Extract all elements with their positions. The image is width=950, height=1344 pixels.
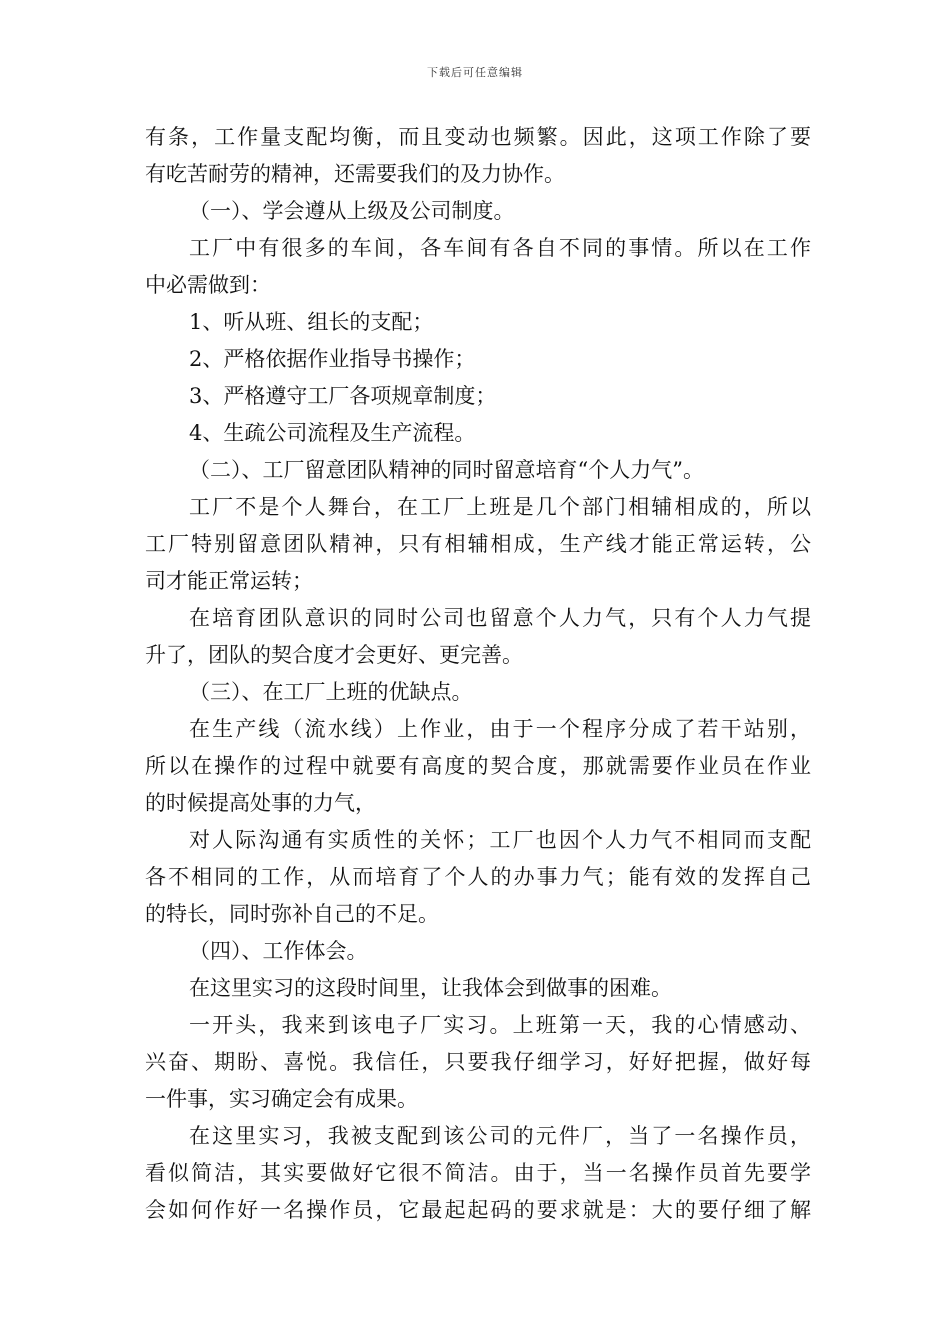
list-item: 2、严格依据作业指导书操作； [189, 347, 476, 371]
section-heading: （四）、工作体会。 [189, 939, 368, 963]
paragraph-line: 一开头，我来到该电子厂实习。上班第一天，我的心情感动、 [189, 1013, 811, 1037]
paragraph-line: 工厂不是个人舞台，在工厂上班是几个部门相辅相成的，所以 [189, 495, 811, 519]
paragraph-line: 的时候提高处事的力气， [145, 791, 376, 815]
section-heading: （一）、学会遵从上级及公司制度。 [189, 199, 515, 223]
section-heading: （二）、工厂留意团队精神的同时留意培育“个人力气”。 [189, 458, 704, 482]
paragraph-line: 有吃苦耐劳的精神，还需要我们的及力协作。 [145, 162, 565, 186]
section-heading: （三）、在工厂上班的优缺点。 [189, 680, 473, 704]
paragraph-line: 兴奋、期盼、喜悦。我信任，只要我仔细学习，好好把握，做好每 [145, 1050, 811, 1074]
paragraph-line: 的特长，同时弥补自己的不足。 [145, 902, 439, 926]
paragraph-line: 所以在操作的过程中就要有高度的契合度，那就需要作业员在作业 [145, 754, 811, 778]
paragraph-line: 工厂特别留意团队精神，只有相辅相成，生产线才能正常运转，公 [145, 532, 811, 556]
page-header: 下载后可任意编辑 [427, 66, 523, 79]
paragraph-line: 会如何作好一名操作员，它最起起码的要求就是：大的要仔细了解 [145, 1198, 811, 1222]
list-item: 4、生疏公司流程及生产流程。 [189, 421, 476, 445]
paragraph-line: 一件事，实习确定会有成果。 [145, 1087, 418, 1111]
paragraph-line: 升了，团队的契合度才会更好、更完善。 [145, 643, 523, 667]
list-item: 1、听从班、组长的支配； [189, 310, 434, 334]
paragraph-line: 在这里实习，我被支配到该公司的元件厂，当了一名操作员， [189, 1124, 811, 1148]
paragraph-line: 各不相同的工作，从而培育了个人的办事力气；能有效的发挥自己 [145, 865, 811, 889]
paragraph-line: 司才能正常运转； [145, 569, 313, 593]
paragraph-line: 有条，工作量支配均衡，而且变动也频繁。因此，这项工作除了要 [145, 125, 811, 149]
paragraph-line: 在培育团队意识的同时公司也留意个人力气，只有个人力气提 [189, 606, 811, 630]
paragraph-line: 在生产线（流水线）上作业，由于一个程序分成了若干站别， [189, 717, 811, 741]
paragraph-line: 在这里实习的这段时间里，让我体会到做事的困难。 [189, 976, 672, 1000]
document-body [145, 119, 811, 1229]
paragraph-line: 中必需做到： [145, 273, 271, 297]
paragraph-line: 工厂中有很多的车间，各车间有各自不同的事情。所以在工作 [189, 236, 811, 260]
paragraph-line: 对人际沟通有实质性的关怀；工厂也因个人力气不相同而支配 [189, 828, 811, 852]
paragraph-line: 看似简洁，其实要做好它很不简洁。由于，当一名操作员首先要学 [145, 1161, 811, 1185]
list-item: 3、严格遵守工厂各项规章制度； [189, 384, 497, 408]
